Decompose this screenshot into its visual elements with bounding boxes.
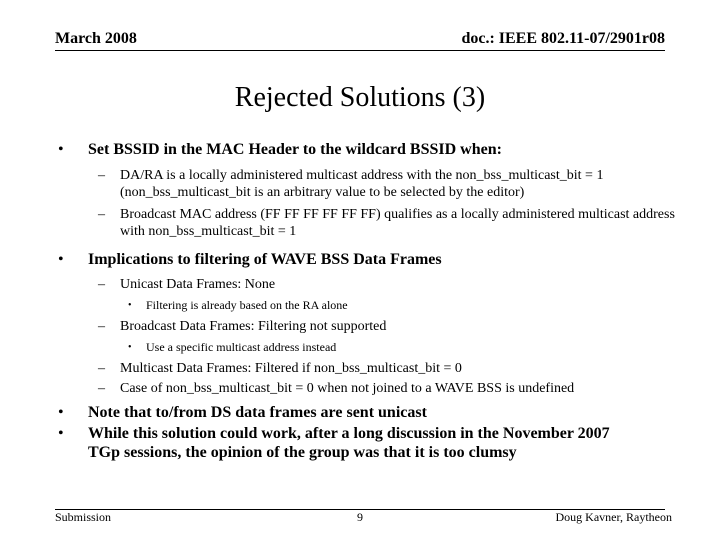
- dash-marker: –: [98, 168, 105, 183]
- header-doc-id: doc.: IEEE 802.11-07/2901r08: [461, 30, 665, 47]
- detail-text: Use a specific multicast address instead: [146, 340, 337, 354]
- bullet-text: While this solution could work, after a long discussion in the November 2007 TGp sessions, the opinion of the group was that it is too clumsy: [88, 425, 610, 461]
- dash-marker: –: [98, 381, 105, 396]
- dash-marker: –: [98, 277, 105, 292]
- sub-bullet-text: Unicast Data Frames: None: [120, 277, 276, 292]
- bullet-conclusion: [58, 424, 678, 462]
- sub-bullet-broadcast-frames: [58, 318, 678, 335]
- bullet-marker: •: [58, 404, 64, 421]
- bullet-text: Set BSSID in the MAC Header to the wildcard BSSID when:: [88, 141, 502, 158]
- footer-author: Doug Kavner, Raytheon: [555, 510, 672, 524]
- sub-bullet-text: DA/RA is a locally administered multicast address with the non_bss_multicast_bit = 1 (non_bss_multicast_bit is an arbitrary value to be selected by the editor): [120, 168, 604, 200]
- sub-bullet-text: Broadcast Data Frames: Filtering not supported: [120, 319, 387, 334]
- slide-title: Rejected Solutions (3): [234, 82, 486, 113]
- bullet-filtering-implications: [58, 250, 678, 269]
- header-date: March 2008: [55, 30, 137, 47]
- footer-page-number: 9: [357, 510, 363, 524]
- sub-bullet-text: Multicast Data Frames: Filtered if non_bss_multicast_bit = 0: [120, 361, 462, 376]
- bullet-marker: •: [58, 141, 64, 158]
- detail-broadcast-multicast: [58, 340, 678, 355]
- bullet-marker: •: [58, 251, 64, 268]
- small-bullet-marker: •: [128, 342, 132, 353]
- sub-bullet-text: Broadcast MAC address (FF FF FF FF FF FF) qualifies as a locally administered multicast address with non_bss_multicast_bit = 1: [120, 207, 675, 239]
- sub-bullet-multicast-frames: [58, 360, 678, 377]
- bullet-text: Note that to/from DS data frames are sent unicast: [88, 404, 427, 421]
- sub-bullet-text: Case of non_bss_multicast_bit = 0 when not joined to a WAVE BSS is undefined: [120, 381, 575, 396]
- dash-marker: –: [98, 361, 105, 376]
- bullet-wildcard-bssid: [58, 140, 678, 159]
- sub-bullet-undefined-case: [58, 380, 678, 397]
- header-divider: [55, 50, 665, 51]
- slide-body: [58, 140, 678, 462]
- small-bullet-marker: •: [128, 300, 132, 311]
- detail-unicast-filtering: [58, 298, 678, 313]
- dash-marker: –: [98, 319, 105, 334]
- detail-text: Filtering is already based on the RA alone: [146, 298, 348, 312]
- sub-bullet-unicast: [58, 276, 678, 293]
- sub-bullet-da-ra: [58, 167, 678, 201]
- sub-bullet-broadcast-address: [58, 206, 678, 240]
- footer-submission: Submission: [55, 510, 112, 524]
- bullet-text: Implications to filtering of WAVE BSS Data Frames: [88, 251, 442, 268]
- bullet-marker: •: [58, 425, 64, 442]
- dash-marker: –: [98, 207, 105, 222]
- bullet-unicast-ds-frames: [58, 403, 678, 422]
